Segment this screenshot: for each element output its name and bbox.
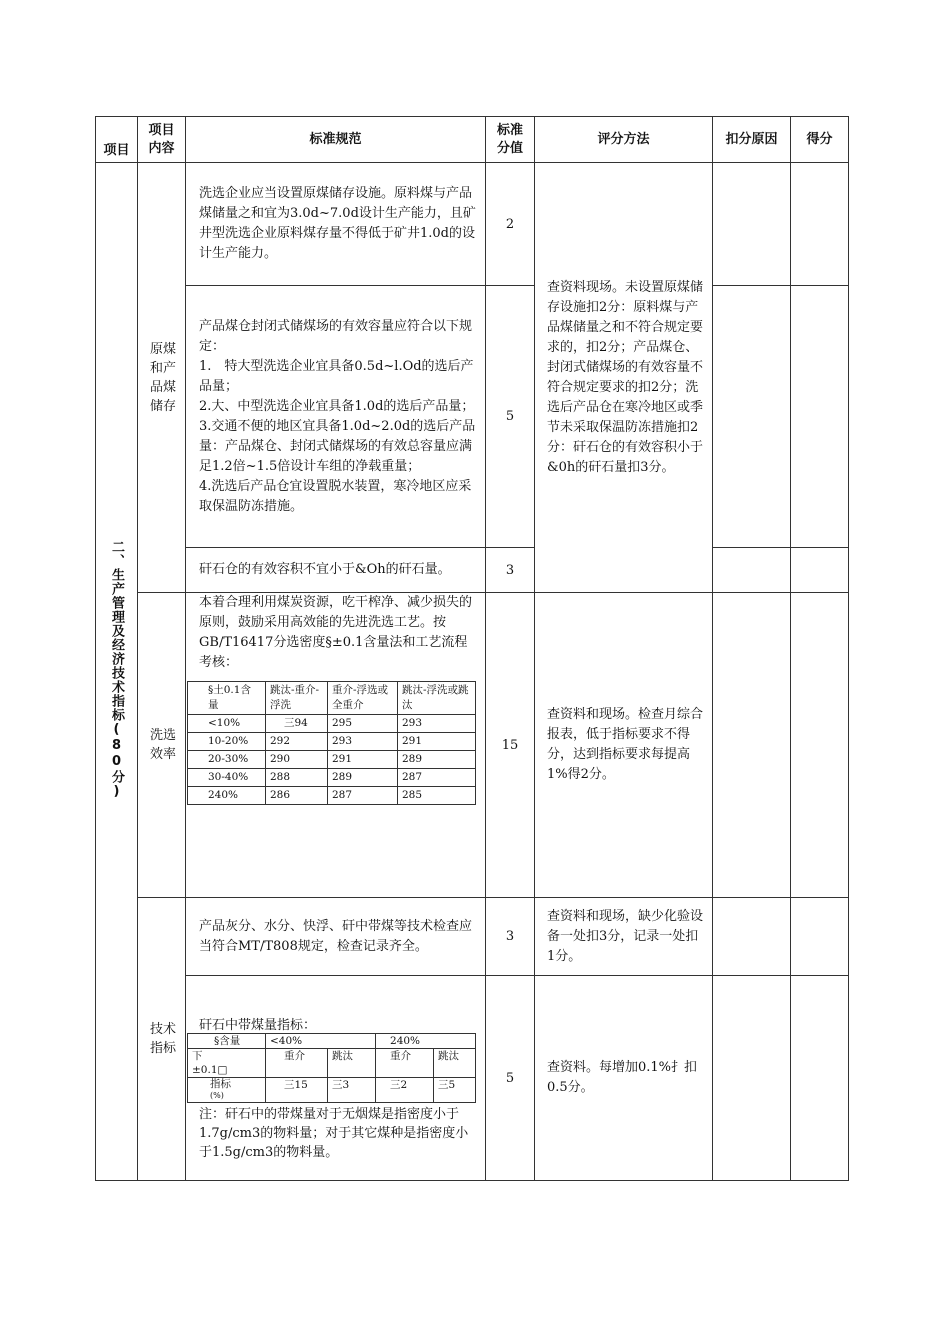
standard-line: 3.交通不便的地区宜具备1.0d~2.0d的选后产品量：产品煤仓、封闭式储煤场的有效总容量应满足1.2倍~1.5倍设计车组的净载重量； [199, 418, 476, 474]
subtable-cell: 288 [266, 769, 328, 787]
gangue-title: 矸石中带煤量指标： [199, 1018, 317, 1033]
subtable-header-row [188, 1034, 476, 1049]
subtable-cell: 293 [328, 733, 398, 751]
standard-cell [186, 286, 486, 548]
score-cell: 5 [486, 976, 535, 1181]
points-cell[interactable] [791, 898, 849, 976]
section-title: 二、生产管理及经济技术指标(80分) [109, 539, 124, 800]
subtable-cell: 10-20% [188, 733, 266, 751]
score-cell: 3 [486, 548, 535, 593]
subtable-row [188, 751, 476, 769]
score-cell: 3 [486, 898, 535, 976]
item-efficiency [138, 593, 186, 898]
subtable-cell: 289 [398, 751, 476, 769]
subtable-header: §土0.1含量 [188, 682, 266, 715]
row-label-unit: (%) [210, 1091, 224, 1100]
subtable-cell: 290 [266, 751, 328, 769]
header-score: 标准分值 [486, 117, 535, 163]
item-technical [138, 898, 186, 1181]
subtable-header-row [188, 1049, 476, 1078]
subtable-cell: 295 [328, 715, 398, 733]
deduct-reason-cell[interactable] [713, 976, 791, 1181]
table-row [96, 163, 849, 286]
item-technical-label: 技术指标 [150, 1022, 177, 1056]
subtable-row [188, 715, 476, 733]
score-cell: 2 [486, 163, 535, 286]
score-cell: 5 [486, 286, 535, 548]
standard-cell: 矸石仓的有效容积不宜小于&Oh的矸石量。 [186, 548, 486, 593]
subtable-cell: 292 [266, 733, 328, 751]
standard-line: 1. 特大型洗选企业宜具备0.5d~l.Od的选后产品量； [199, 358, 474, 394]
subtable-cell: 291 [328, 751, 398, 769]
subtable-cell: 三3 [328, 1078, 376, 1103]
subtable-cell: 285 [398, 787, 476, 805]
subtable-header: 重介 [266, 1049, 328, 1078]
standard-cell [186, 976, 486, 1181]
points-cell[interactable] [791, 976, 849, 1181]
method-cell: 查资料。每增加0.1%扌扣0.5分。 [535, 976, 713, 1181]
standard-cell: 洗选企业应当设置原煤储存设施。原料煤与产品煤储量之和宜为3.0d~7.0d设计生产能力，且矿井型洗选企业原料煤存量不得低于矿井1.0d的设计生产能力。 [186, 163, 486, 286]
standard-cell [186, 593, 486, 898]
deduct-reason-cell[interactable] [713, 593, 791, 898]
deduct-reason-cell[interactable] [713, 286, 791, 548]
subtable-cell: 三2 [376, 1078, 434, 1103]
method-cell: 查资料现场。未设置原煤储存设施扣2分：原料煤与产品煤储量之和不符合规定要求的，扣2分；产品煤仓、封闭式储煤场的有效容量不符合规定要求的扣2分；洗选后产品仓在寒冷地区或季节未采取保温防冻措施扣2分：矸石仓的有效容积小于&0h的矸石量扣3分。 [535, 163, 713, 593]
header-points: 得分 [791, 117, 849, 163]
subtable-header [188, 1049, 266, 1078]
subtable-header: 跳汰 [328, 1049, 376, 1078]
subtable-cell: 289 [328, 769, 398, 787]
header-row [96, 117, 849, 163]
gangue-subtable [187, 1033, 476, 1103]
table-row [96, 593, 849, 898]
subtable-cell: 291 [398, 733, 476, 751]
header-item: 项目 [96, 117, 138, 163]
deduct-reason-cell[interactable] [713, 163, 791, 286]
header-content: 项目内容 [138, 117, 186, 163]
table-row [96, 898, 849, 976]
method-cell: 查资料和现场。检查月综合报表，低于指标要求不得分，达到指标要求每提高1%得2分。 [535, 593, 713, 898]
subtable-cell: <10% [188, 715, 266, 733]
table-row [96, 976, 849, 1181]
header-method: 评分方法 [535, 117, 713, 163]
table-row [96, 286, 849, 548]
subtable-cell: 287 [398, 769, 476, 787]
gangue-note: 注：矸石中的带煤量对于无烟煤是指密度小于1.7g/cm3的物料量；对于其它煤种是指密度小于1.5g/cm3的物料量。 [199, 1107, 469, 1160]
method-cell: 查资料和现场，缺少化验设备一处扣3分，记录一处扣1分。 [535, 898, 713, 976]
points-cell[interactable] [791, 548, 849, 593]
subtable-header: <40% [266, 1034, 376, 1049]
standard-cell: 产品灰分、水分、快浮、矸中带煤等技术检查应当符合MT/T808规定，检查记录齐全。 [186, 898, 486, 976]
subtable-row [188, 733, 476, 751]
subtable-cell: 293 [398, 715, 476, 733]
points-cell[interactable] [791, 163, 849, 286]
subtable-cell: 三15 [266, 1078, 328, 1103]
subtable-cell: 30-40% [188, 769, 266, 787]
points-cell[interactable] [791, 593, 849, 898]
subtable-header: 240% [376, 1034, 476, 1049]
subtable-cell: 286 [266, 787, 328, 805]
subtable-row [188, 787, 476, 805]
subtable-prefix: 下 [192, 1050, 203, 1062]
efficiency-intro: 本着合理利用煤炭资源，吃干榨净、减少损失的原则，鼓励采用高效能的先进洗选工艺。按GB/T16417分选密度§±0.1含量法和工艺流程考核： [199, 595, 473, 670]
deduct-reason-cell[interactable] [713, 548, 791, 593]
subtable-row [188, 1078, 476, 1103]
standard-line: 产品煤仓封闭式储煤场的有效容量应符合以下规定： [199, 318, 473, 354]
subtable-header: 跳汰-浮洗或跳汰 [398, 682, 476, 715]
row-label-text: 指标 [210, 1078, 231, 1090]
subtable-cell: 287 [328, 787, 398, 805]
score-cell: 15 [486, 593, 535, 898]
subtable-header: 重介-浮选或全重介 [328, 682, 398, 715]
subtable-row [188, 769, 476, 787]
subtable-cell: 三5 [434, 1078, 476, 1103]
subtable-header: 跳汰 [434, 1049, 476, 1078]
subtable-header: §含量 [188, 1034, 266, 1049]
subtable-header: 跳汰-重介-浮洗 [266, 682, 328, 715]
header-deduct-reason: 扣分原因 [713, 117, 791, 163]
standard-line: 2.大、中型洗选企业宜具备1.0d的选后产品量； [199, 398, 475, 414]
section-cell [96, 163, 138, 1181]
standard-line: 4.洗选后产品仓宜设置脱水装置，寒冷地区应采取保温防冻措施。 [199, 478, 472, 514]
subtable-small-label: ±0.1□ [192, 1064, 228, 1076]
header-standard: 标准规范 [186, 117, 486, 163]
subtable-header-row [188, 682, 476, 715]
table-row [96, 548, 849, 593]
item-storage-label: 原煤和产品煤储存 [150, 341, 177, 414]
efficiency-subtable [187, 681, 476, 805]
scoring-table [95, 116, 849, 1181]
points-cell[interactable] [791, 286, 849, 548]
subtable-header: 重介 [376, 1049, 434, 1078]
item-storage [138, 163, 186, 593]
subtable-cell: 20-30% [188, 751, 266, 769]
subtable-cell: 三94 [266, 715, 328, 733]
subtable-row-label [188, 1078, 266, 1103]
subtable-cell: 240% [188, 787, 266, 805]
item-efficiency-label: 洗选效率 [150, 728, 177, 762]
deduct-reason-cell[interactable] [713, 898, 791, 976]
